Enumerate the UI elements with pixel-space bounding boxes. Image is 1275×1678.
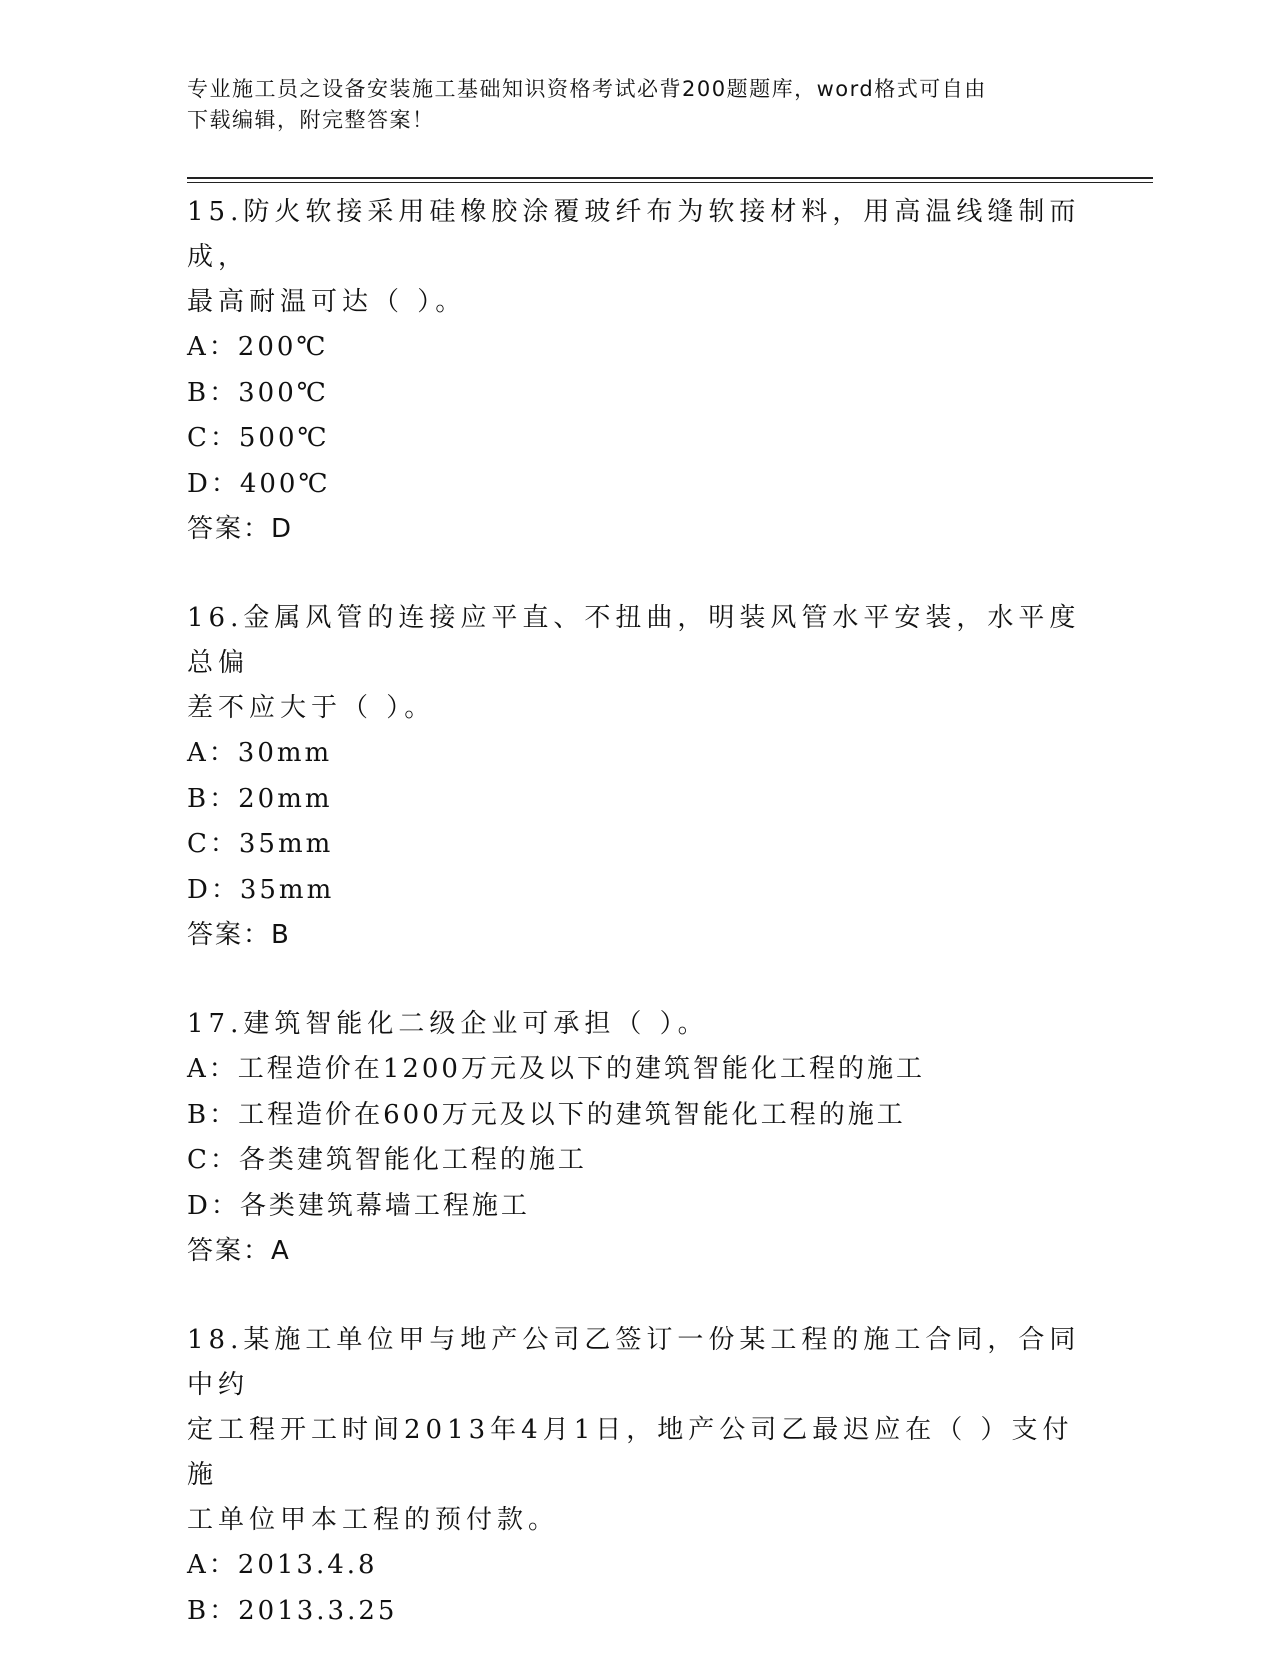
question-text-line: 15.防火软接采用硅橡胶涂覆玻纤布为软接材料，用高温线缝制而成， bbox=[187, 197, 1081, 272]
option-c: C：500℃ bbox=[187, 423, 330, 453]
question-18 bbox=[187, 1318, 1087, 1634]
document-header bbox=[187, 74, 1087, 136]
question-text-line: 16.金属风管的连接应平直、不扭曲，明装风管水平安装，水平度总偏 bbox=[187, 603, 1081, 678]
question-16 bbox=[187, 596, 1087, 958]
answer: 答案：A bbox=[187, 1236, 291, 1266]
option-b: B：300℃ bbox=[187, 377, 329, 408]
option-c: C：各类建筑智能化工程的施工 bbox=[187, 1145, 587, 1175]
option-b: B：2013.3.25 bbox=[187, 1595, 398, 1626]
question-text-line: 最高耐温可达（ ）。 bbox=[187, 287, 467, 317]
question-text-line: 17.建筑智能化二级企业可承担（ ）。 bbox=[187, 1009, 709, 1039]
header-line-2: 下载编辑，附完整答案！ bbox=[187, 108, 435, 132]
header-divider-thin bbox=[187, 182, 1153, 183]
option-a: A：工程造价在1200万元及以下的建筑智能化工程的施工 bbox=[187, 1054, 925, 1084]
option-a: A：2013.4.8 bbox=[187, 1550, 378, 1580]
option-b: B：20mm bbox=[187, 783, 333, 814]
question-15 bbox=[187, 190, 1087, 552]
question-17 bbox=[187, 1002, 1087, 1274]
option-d: D：400℃ bbox=[187, 468, 331, 499]
answer: 答案：B bbox=[187, 920, 291, 950]
header-divider-thick bbox=[187, 177, 1153, 179]
option-d: D：35mm bbox=[187, 874, 335, 905]
option-b: B：工程造价在600万元及以下的建筑智能化工程的施工 bbox=[187, 1099, 906, 1130]
question-text-line: 差不应大于（ ）。 bbox=[187, 693, 436, 723]
header-line-1: 专业施工员之设备安装施工基础知识资格考试必背200题题库，word格式可自由 bbox=[187, 77, 987, 101]
question-text-line: 工单位甲本工程的预付款。 bbox=[187, 1505, 560, 1535]
option-d: D：各类建筑幕墙工程施工 bbox=[187, 1190, 530, 1221]
option-c: C：35mm bbox=[187, 829, 334, 859]
question-list bbox=[187, 190, 1087, 1678]
question-text-line: 定工程开工时间2013年4月1日，地产公司乙最迟应在（ ）支付施 bbox=[187, 1415, 1074, 1490]
question-text-line: 18.某施工单位甲与地产公司乙签订一份某工程的施工合同，合同中约 bbox=[187, 1325, 1081, 1400]
answer: 答案：D bbox=[187, 514, 294, 544]
option-a: A：200℃ bbox=[187, 332, 329, 362]
option-a: A：30mm bbox=[187, 738, 333, 768]
